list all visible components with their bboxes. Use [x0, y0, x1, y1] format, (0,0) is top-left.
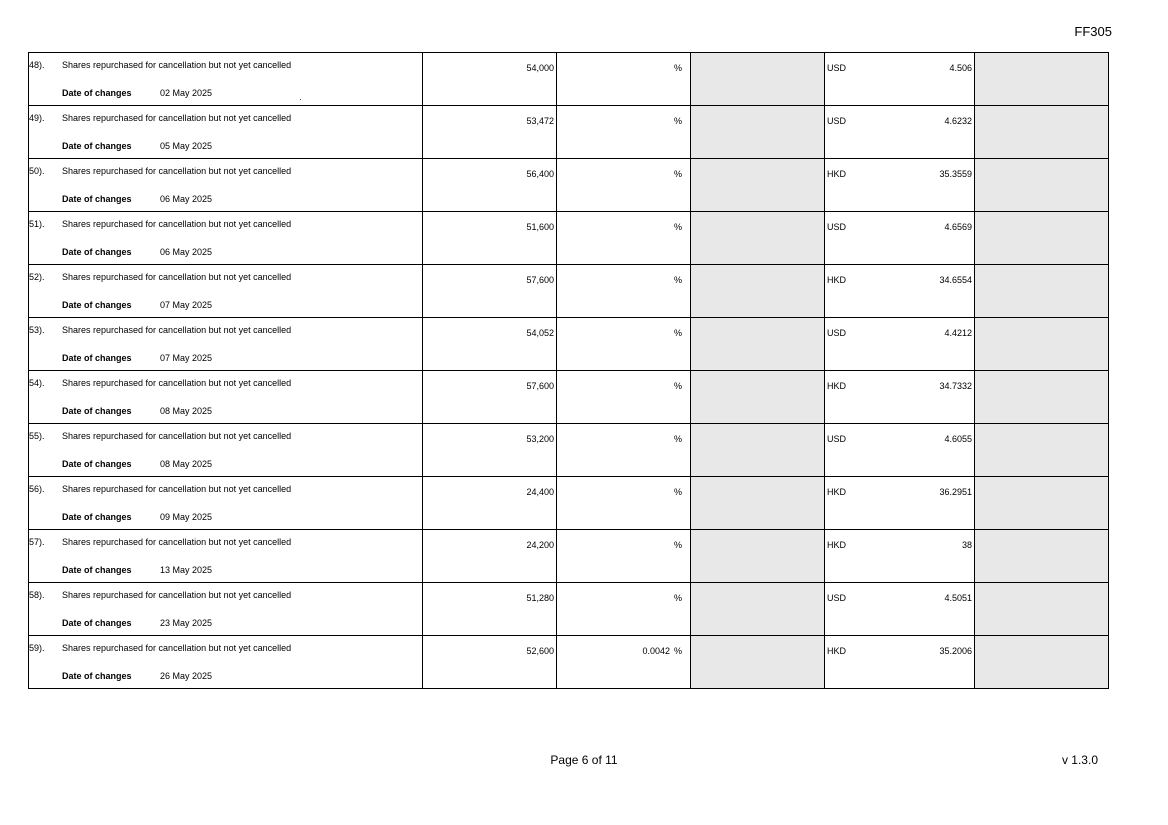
percentage-value	[670, 116, 682, 126]
date-of-changes-label: Date of changes	[62, 194, 132, 204]
item-number: 48).	[29, 60, 45, 70]
shares-cell	[423, 159, 557, 212]
currency-code: USD	[827, 328, 847, 338]
table-row	[29, 530, 1109, 583]
item-description: Shares repurchased for cancellation but not yet cancelled	[62, 590, 292, 600]
percentage-cell	[557, 424, 691, 477]
price-value: 4.506	[949, 63, 972, 73]
table-row	[29, 371, 1109, 424]
date-of-changes-label: Date of changes	[62, 300, 132, 310]
percentage-value	[670, 434, 682, 444]
percentage-cell	[557, 318, 691, 371]
price-value: 4.6232	[944, 116, 972, 126]
percentage-value	[670, 487, 682, 497]
page-number: Page 6 of 11	[550, 753, 618, 767]
shaded-cell	[975, 318, 1109, 371]
date-of-changes-value: 06 May 2025	[160, 194, 213, 204]
shaded-cell	[691, 159, 825, 212]
percentage-cell	[557, 53, 691, 106]
price-value: 35.3559	[939, 169, 972, 179]
price-cell	[825, 212, 975, 265]
percentage-number: 0.0042	[642, 646, 670, 656]
currency-code: USD	[827, 116, 847, 126]
percent-sign: %	[673, 540, 682, 550]
item-number: 55).	[29, 431, 45, 441]
item-description: Shares repurchased for cancellation but not yet cancelled	[62, 272, 292, 282]
percentage-value	[670, 222, 682, 232]
currency-code: HKD	[827, 275, 847, 285]
currency-code: HKD	[827, 487, 847, 497]
shares-value: 53,472	[526, 116, 554, 126]
date-of-changes-label: Date of changes	[62, 618, 132, 628]
shares-cell	[423, 106, 557, 159]
shares-cell	[423, 477, 557, 530]
table-row	[29, 106, 1109, 159]
currency-code: USD	[827, 434, 847, 444]
date-of-changes-label: Date of changes	[62, 565, 132, 575]
shaded-cell	[975, 265, 1109, 318]
item-description: Shares repurchased for cancellation but not yet cancelled	[62, 325, 292, 335]
description-cell	[29, 477, 423, 530]
item-number: 53).	[29, 325, 45, 335]
date-of-changes-value: 23 May 2025	[160, 618, 213, 628]
table-row	[29, 318, 1109, 371]
shares-cell	[423, 53, 557, 106]
date-of-changes-value: 07 May 2025	[160, 300, 213, 310]
shaded-cell	[975, 159, 1109, 212]
price-value: 34.7332	[939, 381, 972, 391]
percent-sign: %	[673, 328, 682, 338]
percentage-cell	[557, 106, 691, 159]
shaded-cell	[691, 477, 825, 530]
percent-sign: %	[673, 381, 682, 391]
percentage-value	[642, 646, 682, 656]
table-row	[29, 265, 1109, 318]
price-value: 4.6055	[944, 434, 972, 444]
shaded-cell	[691, 265, 825, 318]
percentage-value	[670, 328, 682, 338]
description-cell	[29, 371, 423, 424]
description-cell	[29, 53, 423, 106]
item-description: Shares repurchased for cancellation but not yet cancelled	[62, 378, 292, 388]
date-of-changes-value: 05 May 2025	[160, 141, 213, 151]
price-cell	[825, 371, 975, 424]
table-row	[29, 212, 1109, 265]
item-number: 57).	[29, 537, 45, 547]
description-cell	[29, 636, 423, 689]
currency-code: HKD	[827, 381, 847, 391]
shares-value: 53,200	[526, 434, 554, 444]
item-description: Shares repurchased for cancellation but not yet cancelled	[62, 537, 292, 547]
item-number: 51).	[29, 219, 45, 229]
shaded-cell	[691, 424, 825, 477]
shaded-cell	[691, 318, 825, 371]
percentage-cell	[557, 636, 691, 689]
percentage-cell	[557, 477, 691, 530]
item-number: 50).	[29, 166, 45, 176]
table-row	[29, 53, 1109, 106]
price-cell	[825, 477, 975, 530]
price-cell	[825, 106, 975, 159]
price-cell	[825, 265, 975, 318]
date-of-changes-value: 08 May 2025	[160, 459, 213, 469]
shaded-cell	[975, 477, 1109, 530]
shaded-cell	[975, 530, 1109, 583]
date-of-changes-label: Date of changes	[62, 141, 132, 151]
item-description: Shares repurchased for cancellation but not yet cancelled	[62, 219, 292, 229]
currency-code: USD	[827, 222, 847, 232]
shares-value: 57,600	[526, 381, 554, 391]
date-of-changes-value: 02 May 2025	[160, 88, 213, 98]
description-cell	[29, 159, 423, 212]
shares-value: 52,600	[526, 646, 554, 656]
date-of-changes-value: 06 May 2025	[160, 247, 213, 257]
description-cell	[29, 424, 423, 477]
shaded-cell	[691, 371, 825, 424]
percentage-cell	[557, 159, 691, 212]
shaded-cell	[975, 212, 1109, 265]
shaded-cell	[691, 106, 825, 159]
table-row	[29, 583, 1109, 636]
currency-code: HKD	[827, 646, 847, 656]
percent-sign: %	[673, 63, 682, 73]
item-description: Shares repurchased for cancellation but not yet cancelled	[62, 431, 292, 441]
shares-cell	[423, 583, 557, 636]
table-row	[29, 424, 1109, 477]
form-code: FF305	[1074, 24, 1112, 39]
price-value: 4.4212	[944, 328, 972, 338]
percentage-cell	[557, 530, 691, 583]
percentage-value	[670, 63, 682, 73]
date-of-changes-label: Date of changes	[62, 88, 132, 98]
shaded-cell	[975, 106, 1109, 159]
item-number: 49).	[29, 113, 45, 123]
percentage-cell	[557, 583, 691, 636]
price-cell	[825, 53, 975, 106]
shaded-cell	[975, 583, 1109, 636]
shares-value: 56,400	[526, 169, 554, 179]
description-cell	[29, 212, 423, 265]
price-value: 4.6569	[944, 222, 972, 232]
shaded-cell	[975, 424, 1109, 477]
currency-code: HKD	[827, 540, 847, 550]
percentage-value	[670, 593, 682, 603]
share-changes-table-body	[29, 53, 1109, 689]
date-of-changes-label: Date of changes	[62, 247, 132, 257]
shares-cell	[423, 212, 557, 265]
shaded-cell	[975, 53, 1109, 106]
shaded-cell	[691, 212, 825, 265]
price-value: 36.2951	[939, 487, 972, 497]
date-of-changes-value: 08 May 2025	[160, 406, 213, 416]
item-number: 59).	[29, 643, 45, 653]
date-of-changes-value: 09 May 2025	[160, 512, 213, 522]
item-number: 52).	[29, 272, 45, 282]
percent-sign: %	[673, 646, 682, 656]
percent-sign: %	[673, 116, 682, 126]
item-description: Shares repurchased for cancellation but not yet cancelled	[62, 166, 292, 176]
currency-code: USD	[827, 593, 847, 603]
item-description: Shares repurchased for cancellation but not yet cancelled	[62, 484, 292, 494]
percentage-cell	[557, 371, 691, 424]
percentage-value	[670, 169, 682, 179]
item-number: 54).	[29, 378, 45, 388]
description-cell	[29, 318, 423, 371]
shares-value: 57,600	[526, 275, 554, 285]
shares-value: 24,200	[526, 540, 554, 550]
date-of-changes-value: 26 May 2025	[160, 671, 213, 681]
description-cell	[29, 106, 423, 159]
percent-sign: %	[673, 169, 682, 179]
item-description: Shares repurchased for cancellation but not yet cancelled	[62, 643, 292, 653]
percentage-value	[670, 275, 682, 285]
price-cell	[825, 318, 975, 371]
shares-value: 51,600	[526, 222, 554, 232]
date-of-changes-label: Date of changes	[62, 671, 132, 681]
shares-cell	[423, 265, 557, 318]
percent-sign: %	[673, 275, 682, 285]
shares-value: 51,280	[526, 593, 554, 603]
shares-cell	[423, 371, 557, 424]
percentage-cell	[557, 265, 691, 318]
currency-code: HKD	[827, 169, 847, 179]
item-description: Shares repurchased for cancellation but not yet cancelled	[62, 113, 292, 123]
shares-value: 24,400	[526, 487, 554, 497]
table-row	[29, 636, 1109, 689]
date-of-changes-label: Date of changes	[62, 353, 132, 363]
stray-mark	[300, 99, 301, 100]
price-cell	[825, 530, 975, 583]
percentage-value	[670, 540, 682, 550]
description-cell	[29, 583, 423, 636]
shares-cell	[423, 530, 557, 583]
shares-value: 54,000	[526, 63, 554, 73]
shares-cell	[423, 636, 557, 689]
shaded-cell	[691, 636, 825, 689]
description-cell	[29, 530, 423, 583]
price-cell	[825, 159, 975, 212]
currency-code: USD	[827, 63, 847, 73]
percentage-value	[670, 381, 682, 391]
version-label: v 1.3.0	[1061, 753, 1098, 767]
item-description: Shares repurchased for cancellation but not yet cancelled	[62, 60, 292, 70]
table-row	[29, 159, 1109, 212]
table-row	[29, 477, 1109, 530]
shaded-cell	[975, 371, 1109, 424]
shaded-cell	[691, 53, 825, 106]
shares-cell	[423, 424, 557, 477]
price-value: 34.6554	[939, 275, 972, 285]
shares-value: 54,052	[526, 328, 554, 338]
percent-sign: %	[673, 434, 682, 444]
date-of-changes-value: 13 May 2025	[160, 565, 213, 575]
shaded-cell	[691, 530, 825, 583]
price-cell	[825, 636, 975, 689]
description-cell	[29, 265, 423, 318]
percent-sign: %	[673, 593, 682, 603]
percentage-cell	[557, 212, 691, 265]
date-of-changes-label: Date of changes	[62, 459, 132, 469]
shaded-cell	[975, 636, 1109, 689]
share-changes-table	[28, 52, 1109, 689]
item-number: 58).	[29, 590, 45, 600]
shaded-cell	[691, 583, 825, 636]
price-cell	[825, 424, 975, 477]
percent-sign: %	[673, 222, 682, 232]
date-of-changes-label: Date of changes	[62, 512, 132, 522]
price-value: 38	[961, 540, 972, 550]
shares-cell	[423, 318, 557, 371]
date-of-changes-label: Date of changes	[62, 406, 132, 416]
price-value: 35.2006	[939, 646, 972, 656]
item-number: 56).	[29, 484, 45, 494]
date-of-changes-value: 07 May 2025	[160, 353, 213, 363]
price-cell	[825, 583, 975, 636]
percent-sign: %	[673, 487, 682, 497]
price-value: 4.5051	[944, 593, 972, 603]
